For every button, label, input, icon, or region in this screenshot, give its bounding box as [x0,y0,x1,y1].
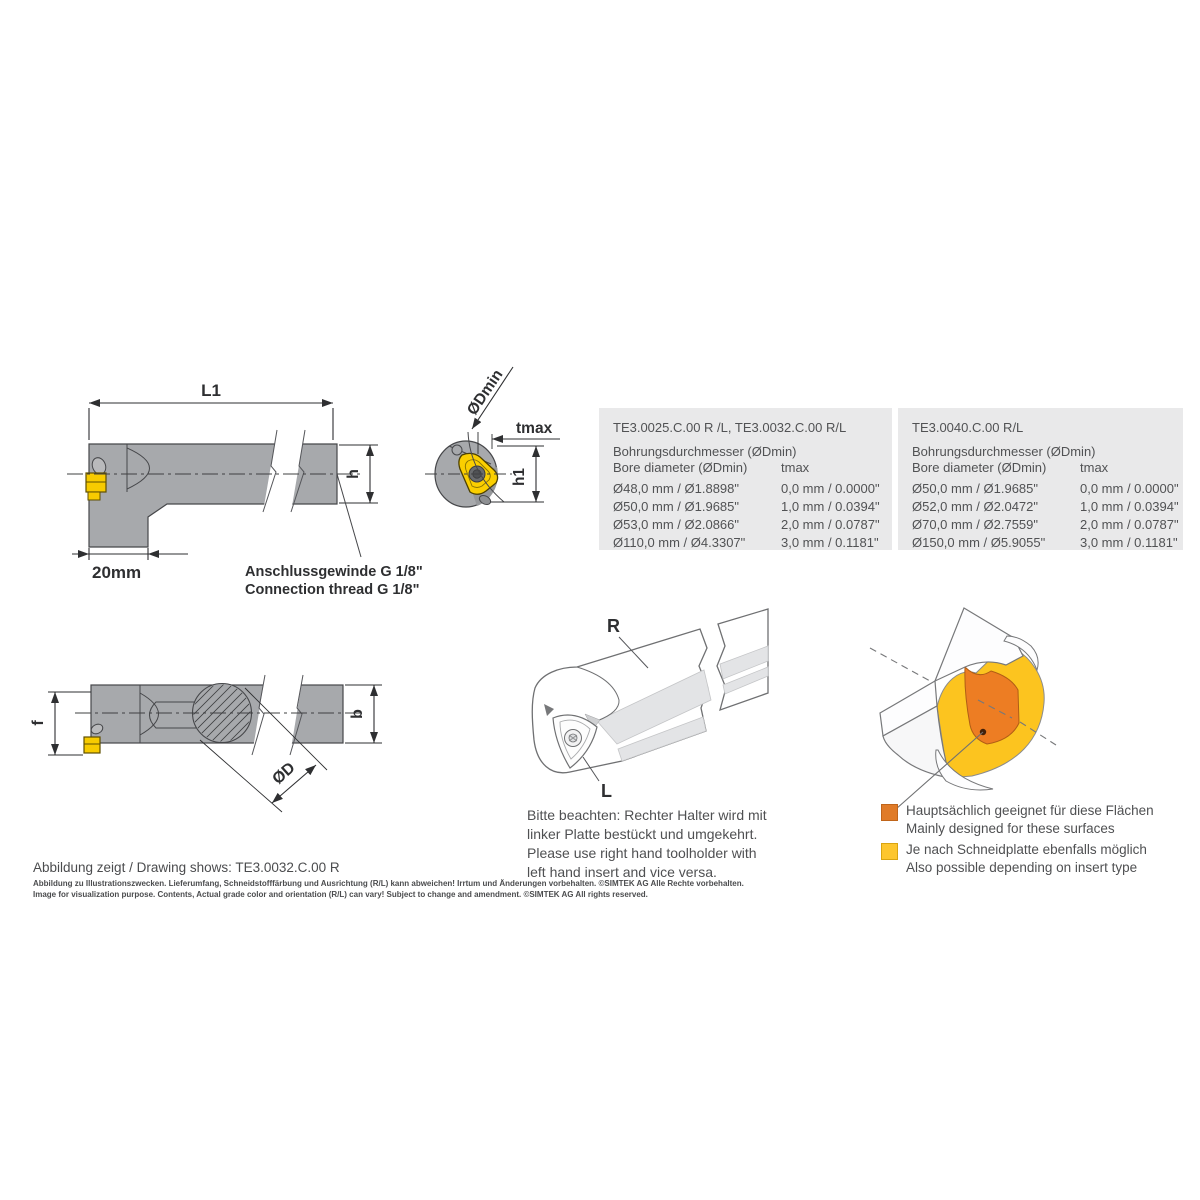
fine-print-en: Image for visualization purpose. Contents, Actual grade color and orientation (R/L) can vary! Subject to change and amendment. ©SIMTEK AG All rights reserved. [33,890,648,899]
table-header-de: Bohrungsdurchmesser (ØDmin) [613,444,797,459]
table-row: Ø52,0 mm / Ø2.0472" 1,0 mm / 0.0394" [912,499,1179,514]
yellow-swatch [881,843,898,860]
note-line-2: linker Platte bestückt und umgekehrt. [527,826,758,842]
thread-label-de: Anschlussgewinde G 1/8" [245,564,423,580]
col-header-bore: Bore diameter (ØDmin) [613,460,748,475]
thread-leader-line [337,474,361,557]
dim-label-l1: L1 [201,381,221,400]
dim-label-f: f [30,720,47,726]
legend-item-orange [881,802,1154,838]
dim-label-h: h [345,469,362,479]
legend-item-yellow [881,841,1154,877]
iso-holder-drawing [515,600,775,805]
table-title: TE3.0040.C.00 R/L [912,420,1024,435]
note-line-4: left hand insert and vice versa. [527,864,717,880]
spec-table-1 [599,408,892,550]
table-row: Ø50,0 mm / Ø1.9685" 0,0 mm / 0.0000" [912,481,1179,496]
coolant-hole [452,445,462,455]
cutting-insert [84,737,100,753]
spec-table-2 [898,408,1183,550]
legend-yellow-en: Also possible depending on insert type [906,860,1138,875]
note-line-1: Bitte beachten: Rechter Halter wird mit [527,807,767,823]
dimension-20mm [72,548,188,560]
end-view-drawing [420,355,610,525]
legend-orange-en: Mainly designed for these surfaces [906,821,1115,836]
surface-legend [881,802,1154,880]
fine-print [33,878,744,900]
dim-label-h1: h1 [511,467,528,487]
legend-orange-de: Hauptsächlich geeignet für diese Flächen [906,803,1154,818]
table-row: Ø70,0 mm / Ø2.7559" 2,0 mm / 0.0787" [912,517,1179,532]
iso-workpiece-drawing [860,595,1065,815]
fine-print-de: Abbildung zu Illustrationszwecken. Lieferumfang, Schneidstofffärbung und Ausrichtung (R/L) kann abweichen! Irrtum und Änderungen vorbehalten. ©SIMTEK AG Alle Rechte vorbehalten. [33,879,744,888]
label-l: L [601,781,612,801]
col-header-tmax: tmax [1080,460,1109,475]
drawing-caption: Abbildung zeigt / Drawing shows: TE3.0032.C.00 R [33,860,340,875]
side-view-drawing [20,370,470,600]
dim-label-d: ØD [269,759,299,789]
dim-label-b: b [349,709,366,719]
insert-orientation-note [527,806,767,882]
orange-swatch [881,804,898,821]
table-row: Ø53,0 mm / Ø2.0866" 2,0 mm / 0.0787" [613,517,880,532]
table-row: Ø48,0 mm / Ø1.8898" 0,0 mm / 0.0000" [613,481,880,496]
col-header-tmax: tmax [781,460,810,475]
dim-label-tmax: tmax [516,420,553,437]
dim-label-dmin: ØDmin [464,366,507,419]
table-title: TE3.0025.C.00 R /L, TE3.0032.C.00 R/L [613,420,847,435]
top-view-drawing [25,645,400,830]
thread-label-en: Connection thread G 1/8" [245,582,420,598]
dim-label-20mm: 20mm [92,563,142,582]
table-row: Ø50,0 mm / Ø1.9685" 1,0 mm / 0.0394" [613,499,880,514]
label-r: R [607,616,620,636]
legend-yellow-de: Je nach Schneidplatte ebenfalls möglich [906,842,1147,857]
table-row: Ø110,0 mm / Ø4.3307" 3,0 mm / 0.1181" [613,535,879,550]
table-header-de: Bohrungsdurchmesser (ØDmin) [912,444,1096,459]
col-header-bore: Bore diameter (ØDmin) [912,460,1047,475]
table-row: Ø150,0 mm / Ø5.9055" 3,0 mm / 0.1181" [912,535,1178,550]
note-line-3: Please use right hand toolholder with [527,845,757,861]
